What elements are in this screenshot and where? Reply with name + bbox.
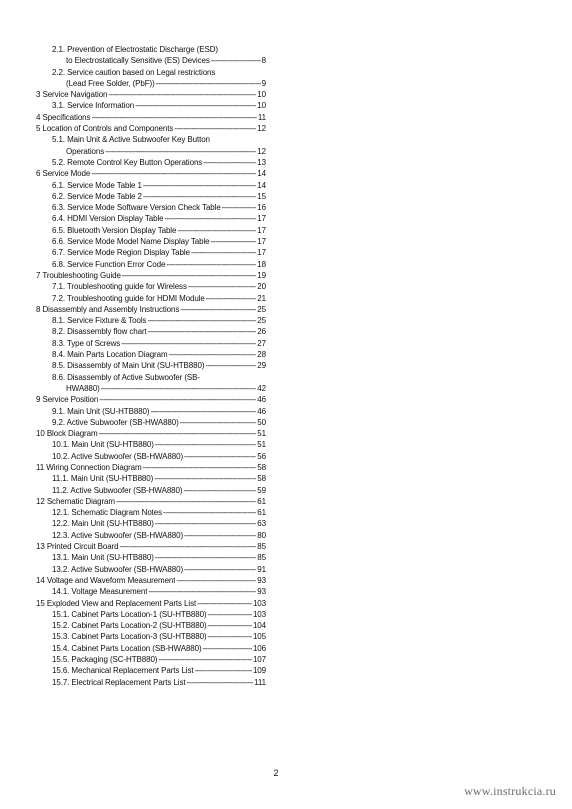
toc-leader-dots [194, 665, 252, 676]
toc-entry-page: 111 [254, 677, 266, 687]
toc-entry-page: 105 [252, 632, 266, 642]
toc-leader-dots [147, 326, 257, 337]
toc-leader-dots [115, 496, 256, 507]
toc-entry[interactable] [36, 293, 266, 304]
toc-entry-title: to Electrostatically Sensitive (ES) Devices [66, 56, 210, 66]
toc-leader-dots [196, 598, 252, 609]
toc-entry[interactable] [36, 259, 266, 270]
toc-entry[interactable] [36, 180, 266, 191]
toc-entry-row [36, 259, 266, 270]
toc-entry[interactable] [36, 598, 266, 609]
toc-entry-title: 6.2. Service Mode Table 2 [52, 191, 142, 201]
toc-leader-dots [90, 168, 256, 179]
toc-entry-page: 10 [257, 101, 266, 111]
toc-entry-row [36, 213, 266, 224]
toc-leader-dots [153, 473, 256, 484]
toc-entry[interactable] [36, 631, 266, 642]
toc-entry[interactable] [36, 191, 266, 202]
toc-leader-dots [120, 338, 256, 349]
toc-leader-dots [190, 247, 256, 258]
toc-entry-title: 7 Troubleshooting Guide [36, 270, 121, 280]
toc-entry[interactable] [36, 620, 266, 631]
toc-entry-page: 14 [257, 180, 266, 190]
toc-entry-page: 109 [252, 666, 266, 676]
toc-leader-dots [210, 55, 261, 66]
toc-entry-page: 17 [257, 237, 266, 247]
toc-entry-page: 106 [252, 643, 266, 653]
toc-entry-page: 29 [257, 361, 266, 371]
toc-entry-title: HWA880) [66, 383, 100, 393]
toc-leader-dots [155, 78, 261, 89]
toc-entry-row [36, 451, 266, 462]
toc-entry-heading: 8.6. Disassembly of Active Subwoofer (SB- [52, 372, 200, 382]
toc-entry-row [36, 202, 266, 213]
toc-entry[interactable] [36, 643, 266, 654]
toc-entry[interactable] [36, 428, 266, 439]
toc-leader-dots [173, 123, 256, 134]
toc-leader-dots [202, 643, 252, 654]
toc-entry-row [36, 428, 266, 439]
toc-leader-dots [154, 552, 257, 563]
toc-entry-row [36, 677, 266, 688]
toc-entry[interactable] [36, 67, 266, 90]
toc-entry-title: 15.5. Packaging (SC-HTB880) [52, 655, 158, 665]
toc-entry-title: 8 Disassembly and Assembly Instructions [36, 304, 180, 314]
toc-entry-title: 12.2. Main Unit (SU-HTB880) [52, 519, 154, 529]
toc-entry[interactable] [36, 541, 266, 552]
toc-entry-row [36, 518, 266, 529]
toc-entry-title: 6.7. Service Mode Region Display Table [52, 248, 190, 258]
toc-entry-page: 91 [257, 564, 266, 574]
toc-leader-dots [165, 259, 256, 270]
toc-leader-dots [107, 89, 256, 100]
toc-entry-title: 13 Printed Circuit Board [36, 542, 119, 552]
toc-entry-title: 7.1. Troubleshooting guide for Wireless [52, 282, 187, 292]
toc-entry-page: 63 [257, 519, 266, 529]
toc-entry-page: 85 [257, 542, 266, 552]
toc-entry-row [36, 665, 266, 676]
toc-leader-dots [100, 383, 257, 394]
toc-entry-heading: 2.2. Service caution based on Legal restrictions [52, 67, 216, 77]
toc-entry[interactable] [36, 394, 266, 405]
toc-leader-dots [104, 146, 256, 157]
toc-entry-page: 27 [257, 338, 266, 348]
toc-entry-page: 12 [257, 124, 266, 134]
toc-entry-page: 19 [257, 270, 266, 280]
toc-leader-dots [183, 564, 256, 575]
toc-entry-page: 61 [257, 508, 266, 518]
toc-entry[interactable] [36, 417, 266, 428]
toc-entry-row [36, 247, 266, 258]
toc-leader-dots [207, 609, 252, 620]
toc-entry-title: 11.1. Main Unit (SU-HTB880) [52, 474, 154, 484]
toc-leader-dots [175, 575, 256, 586]
toc-entry-page: 51 [257, 440, 266, 450]
toc-entry-title: 9.2. Active Subwoofer (SB-HWA880) [52, 417, 179, 427]
toc-entry[interactable] [36, 100, 266, 111]
toc-entry-title: 15 Exploded View and Replacement Parts List [36, 598, 197, 608]
toc-entry-page: 14 [257, 169, 266, 179]
toc-entry[interactable] [36, 123, 266, 134]
toc-leader-dots [183, 451, 256, 462]
toc-entry-page: 51 [257, 429, 266, 439]
toc-leader-dots [204, 360, 256, 371]
toc-entry-title: 6 Service Mode [36, 169, 91, 179]
toc-entry-page: 93 [257, 587, 266, 597]
toc-entry-page: 56 [257, 451, 266, 461]
toc-entry-title: 12.3. Active Subwoofer (SB-HWA880) [52, 530, 184, 540]
toc-entry-page: 59 [257, 485, 266, 495]
toc-entry[interactable] [36, 157, 266, 168]
toc-entry-page: 20 [257, 282, 266, 292]
toc-leader-dots [202, 157, 256, 168]
toc-entry-page: 61 [257, 496, 266, 506]
toc-entry-title: 13.2. Active Subwoofer (SB-HWA880) [52, 564, 184, 574]
toc-entry-row [36, 270, 266, 281]
toc-entry-row [36, 112, 266, 123]
toc-entry-row [36, 564, 266, 575]
toc-entry-title: 10 Block Diagram [36, 429, 98, 439]
toc-entry-row [36, 349, 266, 360]
toc-entry-page: 8 [261, 56, 266, 66]
toc-entry-row [36, 406, 266, 417]
toc-entry-row [36, 631, 266, 642]
toc-entry-title: 15.6. Mechanical Replacement Parts List [52, 666, 194, 676]
toc-leader-dots [157, 654, 252, 665]
toc-entry[interactable] [36, 112, 266, 123]
toc-entry[interactable] [36, 213, 266, 224]
toc-leader-dots [142, 462, 257, 473]
toc-entry-page: 21 [257, 293, 266, 303]
toc-entry-title: 14 Voltage and Waveform Measurement [36, 575, 176, 585]
toc-entry-row [36, 100, 266, 111]
toc-entry-title: 6.6. Service Mode Model Name Display Table [52, 237, 210, 247]
toc-entry-title: 5.2. Remote Control Key Button Operations [52, 157, 203, 167]
toc-entry-title: 8.2. Disassembly flow chart [52, 327, 147, 337]
page-number: 2 [273, 768, 279, 778]
toc-entry-page: 58 [257, 474, 266, 484]
toc-entry[interactable] [36, 134, 266, 157]
toc-entry[interactable] [36, 349, 266, 360]
toc-entry-page: 26 [257, 327, 266, 337]
toc-entry-page: 80 [257, 530, 266, 540]
toc-leader-dots [149, 406, 256, 417]
toc-entry-row [36, 575, 266, 586]
toc-leader-dots [154, 518, 257, 529]
toc-entry-title: 15.1. Cabinet Parts Location-1 (SU-HTB880) [52, 609, 207, 619]
toc-entry-row [36, 462, 266, 473]
toc-entry-title: 9 Service Position [36, 395, 99, 405]
toc-entry-row [36, 609, 266, 620]
toc-entry-row [36, 417, 266, 428]
toc-entry-title: 7.2. Troubleshooting guide for HDMI Module [52, 293, 205, 303]
toc-entry-row [36, 293, 266, 304]
toc-entry-page: 28 [257, 350, 266, 360]
toc-entry-row [36, 78, 266, 89]
toc-entry-title: 10.2. Active Subwoofer (SB-HWA880) [52, 451, 184, 461]
toc-entry[interactable] [36, 485, 266, 496]
toc-leader-dots [179, 417, 257, 428]
toc-entry[interactable] [36, 665, 266, 676]
toc-entry[interactable] [36, 44, 266, 67]
toc-leader-dots [146, 315, 256, 326]
toc-entry[interactable] [36, 360, 266, 371]
toc-leader-dots [186, 677, 254, 688]
toc-entry-row [36, 507, 266, 518]
toc-entry-page: 15 [257, 191, 266, 201]
toc-leader-dots [168, 349, 257, 360]
toc-leader-dots [187, 281, 256, 292]
toc-entry-row [36, 326, 266, 337]
toc-leader-dots [90, 112, 256, 123]
toc-entry-page: 16 [257, 203, 266, 213]
table-of-contents [36, 44, 266, 688]
toc-entry[interactable] [36, 473, 266, 484]
toc-entry-title: Operations [66, 146, 105, 156]
toc-entry-title: 3 Service Navigation [36, 90, 108, 100]
toc-entry-row [36, 180, 266, 191]
toc-leader-dots [154, 439, 257, 450]
toc-entry-title: 4 Specifications [36, 112, 91, 122]
toc-entry-title: 11 Wiring Connection Diagram [36, 462, 142, 472]
toc-entry-row [36, 586, 266, 597]
toc-entry[interactable] [36, 552, 266, 563]
toc-leader-dots [210, 236, 257, 247]
toc-leader-dots [142, 180, 256, 191]
toc-entry-row [36, 643, 266, 654]
toc-entry-title: 12.1. Schematic Diagram Notes [52, 508, 163, 518]
toc-entry-row [36, 168, 266, 179]
toc-entry-row [36, 281, 266, 292]
toc-entry-row [36, 473, 266, 484]
toc-leader-dots [142, 191, 256, 202]
toc-leader-dots [147, 586, 256, 597]
toc-entry-title: 15.2. Cabinet Parts Location-2 (SU-HTB880) [52, 621, 207, 631]
toc-entry[interactable] [36, 315, 266, 326]
toc-entry-page: 103 [252, 609, 266, 619]
toc-leader-dots [98, 394, 256, 405]
toc-entry[interactable] [36, 406, 266, 417]
toc-entry-page: 58 [257, 462, 266, 472]
toc-entry[interactable] [36, 530, 266, 541]
toc-entry-title: 6.1. Service Mode Table 1 [52, 180, 142, 190]
toc-entry[interactable] [36, 609, 266, 620]
toc-entry-row [36, 530, 266, 541]
toc-entry-row [36, 439, 266, 450]
toc-entry[interactable] [36, 451, 266, 462]
watermark-text: www.instrukcia.ru [464, 784, 556, 798]
toc-entry-row [36, 338, 266, 349]
toc-entry-title: 6.8. Service Function Error Code [52, 259, 166, 269]
toc-entry[interactable] [36, 372, 266, 395]
toc-entry[interactable] [36, 654, 266, 665]
toc-entry-page: 46 [257, 406, 266, 416]
toc-entry-title: 15.7. Electrical Replacement Parts List [52, 677, 186, 687]
toc-leader-dots [119, 541, 257, 552]
toc-leader-dots [134, 100, 256, 111]
toc-entry[interactable] [36, 247, 266, 258]
toc-entry-row [36, 620, 266, 631]
toc-entry-row [36, 383, 266, 394]
toc-entry-row [36, 360, 266, 371]
toc-entry-page: 18 [257, 259, 266, 269]
toc-entry[interactable] [36, 225, 266, 236]
toc-entry-row [36, 157, 266, 168]
toc-entry[interactable] [36, 202, 266, 213]
toc-entry-row [36, 55, 266, 66]
toc-entry-row [36, 552, 266, 563]
toc-entry-row [36, 496, 266, 507]
toc-leader-dots [179, 304, 256, 315]
toc-entry-page: 85 [257, 553, 266, 563]
toc-entry-row [36, 541, 266, 552]
toc-entry[interactable] [36, 236, 266, 247]
toc-leader-dots [183, 530, 256, 541]
toc-entry-title: 3.1. Service Information [52, 101, 135, 111]
toc-entry-row [36, 146, 266, 157]
toc-entry-title: 8.4. Main Parts Location Diagram [52, 350, 168, 360]
toc-entry[interactable] [36, 168, 266, 179]
toc-entry-row [36, 394, 266, 405]
toc-entry-page: 50 [257, 417, 266, 427]
toc-leader-dots [163, 213, 256, 224]
toc-entry[interactable] [36, 462, 266, 473]
toc-entry-row [36, 89, 266, 100]
toc-entry-title: 5 Location of Controls and Components [36, 124, 174, 134]
toc-entry-title: 6.3. Service Mode Software Version Check Table [52, 203, 221, 213]
toc-entry-page: 103 [252, 598, 266, 608]
toc-entry-row [36, 191, 266, 202]
toc-entry-page: 93 [257, 575, 266, 585]
toc-entry[interactable] [36, 89, 266, 100]
toc-entry-page: 11 [257, 112, 266, 122]
toc-entry-row [36, 304, 266, 315]
toc-entry[interactable] [36, 518, 266, 529]
toc-entry-heading: 5.1. Main Unit & Active Subwoofer Key Button [52, 135, 210, 145]
toc-entry[interactable] [36, 326, 266, 337]
toc-entry-title: 13.1. Main Unit (SU-HTB880) [52, 553, 154, 563]
toc-entry-title: (Lead Free Solder, (PbF)) [66, 78, 155, 88]
toc-leader-dots [162, 507, 256, 518]
toc-entry-title: 6.5. Bluetooth Version Display Table [52, 225, 177, 235]
toc-entry-title: 12 Schematic Diagram [36, 496, 115, 506]
toc-entry[interactable] [36, 496, 266, 507]
toc-entry[interactable] [36, 338, 266, 349]
toc-entry-page: 9 [261, 78, 266, 88]
toc-entry[interactable] [36, 677, 266, 688]
toc-entry[interactable] [36, 575, 266, 586]
toc-entry-page: 17 [257, 225, 266, 235]
toc-entry-title: 8.1. Service Fixture & Tools [52, 316, 147, 326]
toc-entry-row [36, 225, 266, 236]
toc-leader-dots [207, 631, 252, 642]
toc-leader-dots [98, 428, 257, 439]
toc-entry-title: 9.1. Main Unit (SU-HTB880) [52, 406, 150, 416]
toc-entry-page: 25 [257, 316, 266, 326]
toc-entry-title: 8.5. Disassembly of Main Unit (SU-HTB880) [52, 361, 205, 371]
toc-entry-row [36, 654, 266, 665]
toc-leader-dots [176, 225, 256, 236]
toc-entry-page: 25 [257, 304, 266, 314]
toc-entry-page: 42 [257, 383, 266, 393]
toc-entry[interactable] [36, 304, 266, 315]
toc-entry-title: 8.3. Type of Screws [52, 338, 121, 348]
toc-entry-page: 17 [257, 214, 266, 224]
toc-entry[interactable] [36, 270, 266, 281]
toc-leader-dots [121, 270, 256, 281]
toc-leader-dots [207, 620, 252, 631]
toc-entry-page: 46 [257, 395, 266, 405]
toc-entry[interactable] [36, 586, 266, 597]
toc-entry-title: 15.4. Cabinet Parts Location (SB-HWA880) [52, 643, 202, 653]
toc-entry-row [36, 123, 266, 134]
toc-leader-dots [221, 202, 257, 213]
toc-entry-page: 10 [257, 90, 266, 100]
toc-entry-title: 11.2. Active Subwoofer (SB-HWA880) [52, 485, 183, 495]
toc-entry-title: 14.1. Voltage Measurement [52, 587, 148, 597]
toc-entry-page: 17 [257, 248, 266, 258]
toc-entry[interactable] [36, 281, 266, 292]
toc-leader-dots [182, 485, 256, 496]
toc-entry[interactable] [36, 439, 266, 450]
toc-entry-page: 12 [257, 146, 266, 156]
toc-entry-page: 13 [257, 157, 266, 167]
toc-entry-heading: 2.1. Prevention of Electrostatic Discharge (ESD) [52, 45, 218, 54]
toc-entry[interactable] [36, 507, 266, 518]
toc-leader-dots [205, 293, 257, 304]
toc-entry-page: 107 [252, 655, 266, 665]
toc-entry[interactable] [36, 564, 266, 575]
toc-entry-row [36, 485, 266, 496]
toc-entry-title: 10.1. Main Unit (SU-HTB880) [52, 440, 154, 450]
toc-entry-page: 104 [252, 621, 266, 631]
toc-entry-title: 6.4. HDMI Version Display Table [52, 214, 164, 224]
toc-entry-row [36, 598, 266, 609]
toc-entry-row [36, 315, 266, 326]
toc-entry-row [36, 236, 266, 247]
toc-entry-title: 15.3. Cabinet Parts Location-3 (SU-HTB880) [52, 632, 207, 642]
